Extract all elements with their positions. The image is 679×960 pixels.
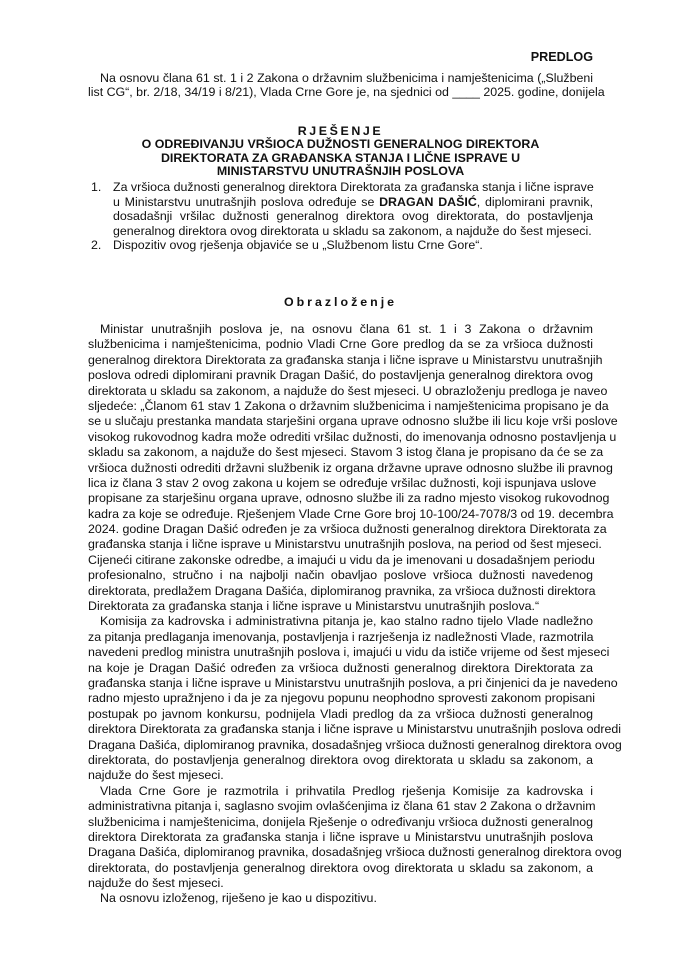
text-line: dosadašnji vršilac dužnosti generalnog direktora ovog direktorata, do postavljenja: [113, 209, 593, 224]
text-line: vršioca dužnosti odrediti državni službenik iz organa državne uprave odnosno službe ili pravnog: [88, 460, 613, 475]
document-status-label: PREDLOG: [530, 50, 593, 64]
text-line: administrativna pitanja i, saglasno svojim ovlašćenjima iz člana 61 stav 2 Zakona o državnim: [88, 799, 596, 814]
text-line: Na osnovu člana 61 st. 1 i 2 Zakona o državnim službenicima i namještenicima („Službeni: [100, 71, 593, 85]
text-line: kadra za koje se određuje. Rješenjem Vlade Crne Gore broj 10-100/24-7078/3 od 19. decembra: [88, 506, 614, 521]
text-line: skladu sa zakonom, a najduže do šest mjeseci. Stavom 3 istog člana je propisano da će se za: [88, 445, 604, 460]
text-line: najduže do šest mjeseci.: [88, 876, 224, 891]
text-line: za pitanja predlaganja imenovanja, postavljenja i razrješenja iz nadležnosti Vlade, razmotrila: [88, 629, 594, 644]
text-line: radno mjesto upražnjeno i da je za njegovu popunu neophodno sprovesti zakonom propisani: [88, 691, 595, 706]
text-line: propisane za starješinu organa uprave, odnosno službe ili za radno mjesto visokog rukovodnog: [88, 491, 610, 506]
text-line: Ministar unutrašnjih poslova je, na osnovu člana 61 st. 1 i 3 Zakona o državnim: [100, 322, 593, 336]
decision-subject-line: DIREKTORATA ZA GRAĐANSKA STANJA I LIČNE ISPRAVE U: [160, 150, 521, 165]
text-line: profesionalno, stručno i na najbolji način obavljao poslove vršioca dužnosti navedenog: [88, 568, 593, 583]
dispositive-item: [88, 238, 593, 253]
text-line: Cijeneći citirane zakonske odredbe, a imajući u vidu da je imenovani u dosadašnjem periodu: [88, 552, 595, 567]
text-line: visokog rukovodnog kadra može odrediti vršilac dužnosti, do imenovanja odnosno postavljenja u: [88, 429, 617, 444]
text-line: na koje je Dragan Dašić određen za vršioca dužnosti generalnog direktora Direktorata za: [88, 660, 593, 675]
item-number: 1.: [91, 180, 102, 194]
text-line: Dragana Dašića, diplomiranog pravnika, dosadašnjeg vršioca dužnosti generalnog direktora ovog: [88, 737, 622, 752]
explanation-body: [88, 322, 622, 907]
text-line: direktorata u skladu sa zakonom, a najduže do šest mjeseci. U obrazloženju predloga je naveo: [88, 383, 608, 398]
text-line: direktorata, predlažem Dragana Dašića, diplomiranog pravnika, za vršioca dužnosti direktora: [88, 583, 596, 598]
text-line: najduže do šest mjeseci.: [88, 768, 224, 783]
decision-subject-line: MINISTARSTVU UNUTRAŠNJIH POSLOVA: [216, 164, 465, 179]
text-line: 2024. godine Dragan Dašić određen je za vršioca dužnosti generalnog direktora Direktorata za: [88, 522, 607, 537]
text-line: direktora Direktorata za građanska stanja i lične isprave u Ministarstvu unutrašnjih poslova: [88, 829, 593, 844]
text-line: poslova odredi diplomirani pravnik Dragan Dašić, do postavljenja generalnog direktora ovog: [88, 368, 593, 383]
item-number: 2.: [91, 238, 102, 253]
text-line: direktorata, do postavljenja generalnog direktora ovog direktorata u skladu sa zakonom, a: [88, 860, 593, 875]
explanation-heading: Obrazloženje: [283, 295, 398, 309]
text-line: Komisija za kadrovska i administrativna pitanja je, kao stalno radno tijelo Vlade nadležno: [100, 614, 593, 629]
explanation-paragraph: [88, 783, 622, 892]
appointee-name: DRAGAN DAŠIĆ: [379, 194, 477, 209]
explanation-paragraph: [88, 891, 593, 906]
text-line: se u slučaju prestanka mandata starješini organa uprave odnosno službe ili licu koje vrši poslove: [88, 414, 618, 429]
decision-title: [88, 125, 593, 179]
text-line: službenicima i namještenicima, podnio Vladi Crne Gore predlog da se za vršioca dužnosti: [88, 337, 593, 352]
decision-heading: RJEŠENJE: [297, 124, 384, 138]
text-line: Za vršioca dužnosti generalnog direktora Direktorata za građanska stanja i lične isprave: [113, 180, 594, 194]
text-line: Na osnovu izloženog, riješeno je kao u dispozitivu.: [100, 891, 377, 906]
decision-subject-line: O ODREĐIVANJU VRŠIOCA DUŽNOSTI GENERALNOG DIREKTORA: [141, 137, 540, 152]
text-line: postupak po javnom konkursu, podnijela Vladi predlog da za vršioca dužnosti generalnog: [88, 706, 593, 721]
text-line: generalnog direktora ovog direktorata u skladu sa zakonom, a najduže do šest mjeseci.: [113, 223, 592, 238]
text-line: direktorata, do postavljenja generalnog direktora ovog direktorata u skladu sa zakonom, a: [88, 752, 593, 767]
preamble: [88, 71, 605, 100]
text-line: Vlada Crne Gore je razmotrila i prihvatila Predlog rješenja Komisije za kadrovska i: [100, 783, 593, 798]
text-line: lica iz člana 3 stav 2 ovog zakona u kojem se određuje vršilac dužnosti, koji ispunjava uslove: [88, 475, 597, 490]
text-line: Dispozitiv ovog rješenja objaviće se u „Službenom listu Crne Gore“.: [113, 238, 483, 253]
text-line: generalnog direktora Direktorata za građanska stanja i lične isprave u Ministarstvu unutrašnjih: [88, 352, 603, 367]
text-line: građanska stanja i lične isprave u Ministarstvu unutrašnjih poslova, a pri činjenici da je navedeno: [88, 675, 618, 690]
text-line: navedeni predlog ministra unutrašnjih poslova i, imajući u vidu da ističe vrijeme od šest mjeseci: [88, 645, 610, 660]
explanation-paragraph: [88, 614, 622, 783]
text-line: list CG“, br. 2/18, 34/19 i 8/21), Vlada Crne Gore je, na sjednici od ____ 2025. godine, donijela: [88, 85, 605, 100]
text-line: sljedeće: „Članom 61 stav 1 Zakona o državnim službenicima i namještenicima propisano je da: [88, 398, 609, 413]
dispositive-list: [88, 180, 593, 253]
text-line: Dragana Dašića, diplomiranog pravnika, dosadašnjeg vršioca dužnosti generalnog direktora ovog: [88, 845, 622, 860]
dispositive-item: [88, 180, 593, 238]
text-line: građanska stanja i lične isprave u Ministarstvu unutrašnjih poslova, na period od šest mjeseci.: [88, 537, 602, 552]
text-line: direktora Direktorata za građanska stanja i lične isprave u Ministarstvu unutrašnjih poslova odredi: [88, 722, 622, 737]
text-line: Direktorata za građanska stanja i lične isprave u Ministarstvu unutrašnjih poslova.“: [88, 599, 540, 614]
text-line: u Ministarstvu unutrašnjih poslova određuje se DRAGAN DAŠIĆ, diplomirani pravnik,: [113, 194, 594, 209]
text-line: službenicima i namještenicima, donijela Rješenje o određivanju vršioca dužnosti generalnog: [88, 814, 593, 829]
explanation-paragraph: [88, 322, 618, 614]
